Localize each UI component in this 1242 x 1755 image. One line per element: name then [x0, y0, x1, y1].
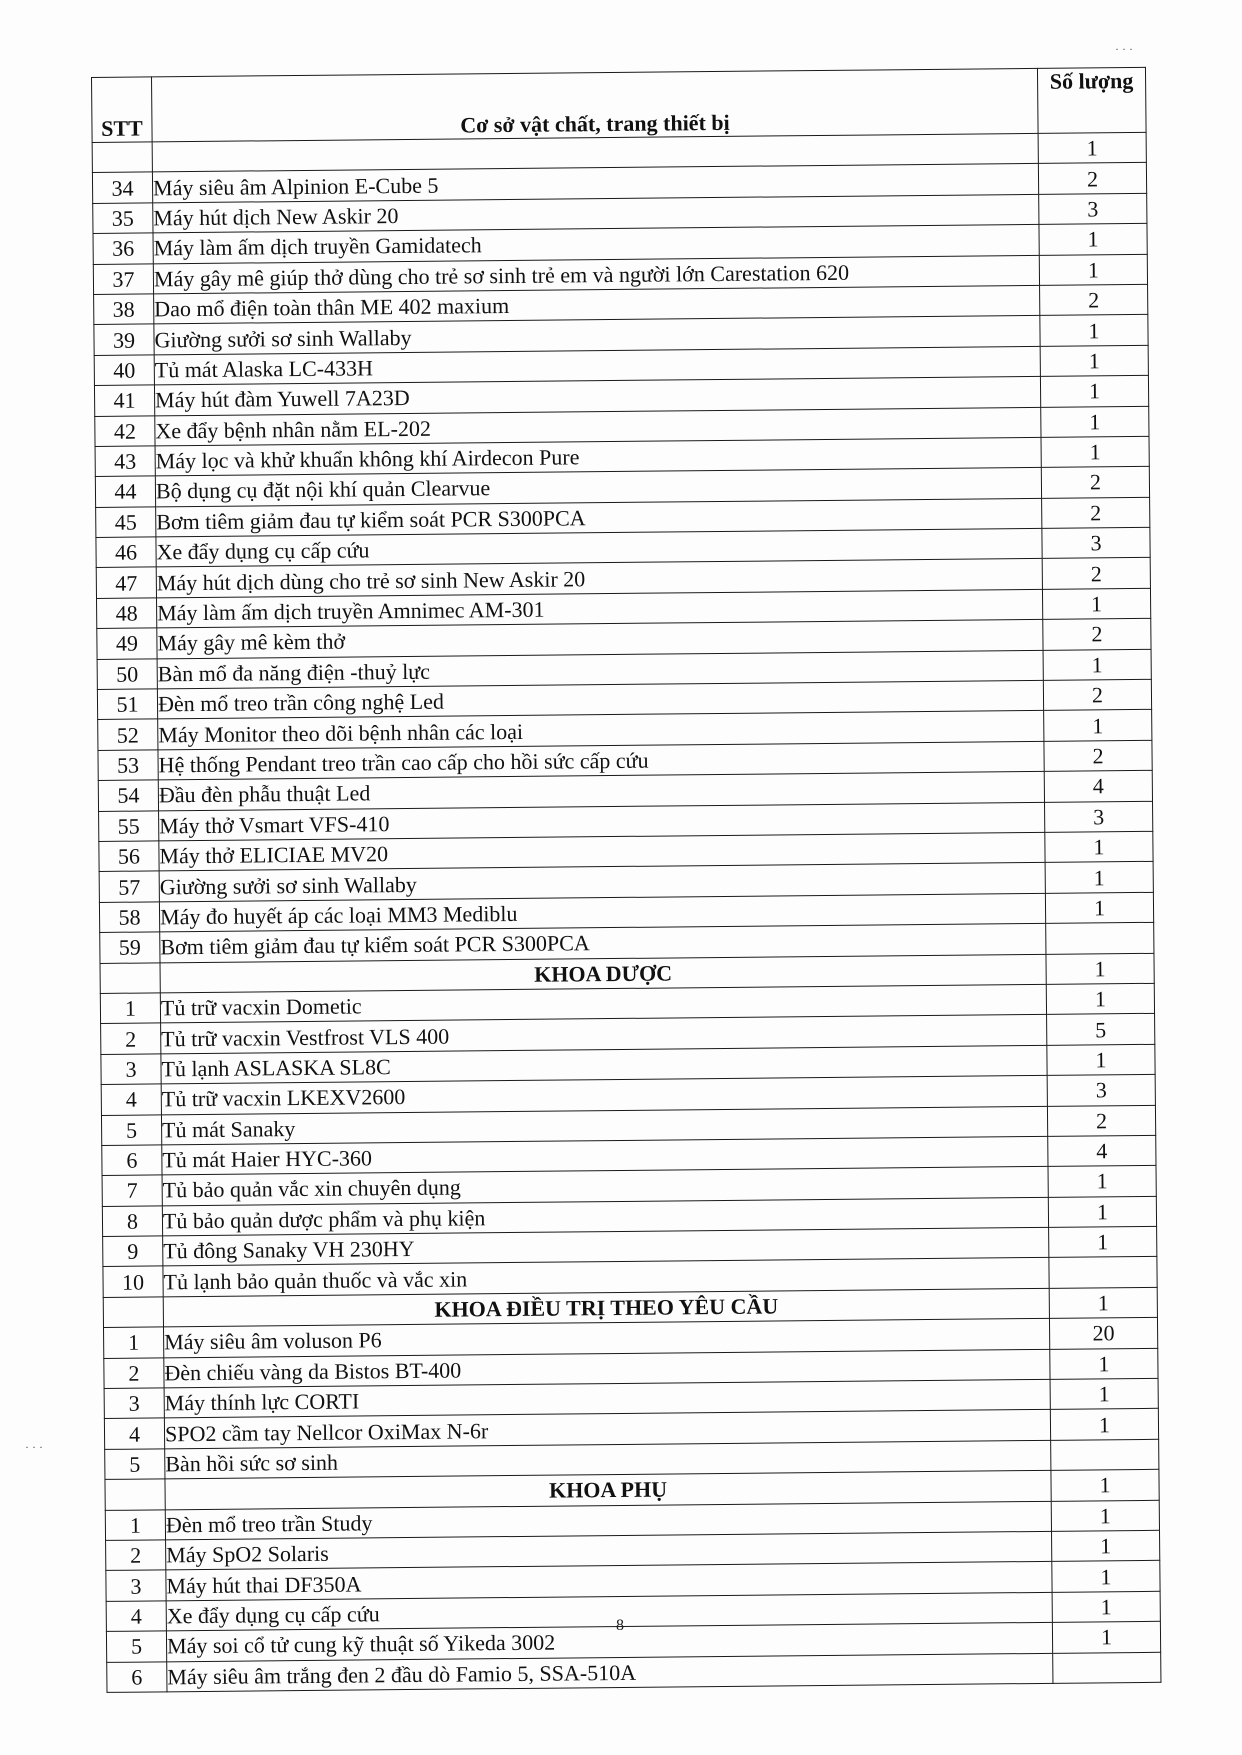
- row-item: Tủ mát Haier HYC-360: [162, 1136, 1048, 1175]
- row-item: Đầu đèn phẫu thuật Led: [158, 772, 1044, 811]
- row-stt: 49: [97, 628, 157, 659]
- row-qty: 1: [1041, 436, 1149, 467]
- row-stt: 2: [104, 1357, 164, 1388]
- row-stt: 45: [96, 507, 156, 538]
- row-qty: 1: [1040, 375, 1148, 406]
- row-qty: 1: [1052, 1530, 1160, 1561]
- row-stt: 1: [100, 993, 160, 1024]
- row-qty: 2: [1044, 740, 1152, 771]
- row-stt: 2: [106, 1540, 166, 1571]
- row-qty: 1: [1052, 1621, 1160, 1652]
- row-item: Máy siêu âm Alpinion E-Cube 5: [152, 164, 1038, 203]
- row-item: Tủ trữ vacxin LKEXV2600: [161, 1075, 1047, 1114]
- row-stt: 43: [95, 446, 155, 477]
- row-qty: 1: [1046, 983, 1154, 1014]
- scan-speck: · · ·: [1115, 42, 1133, 56]
- row-item: Máy hút dịch New Askir 20: [153, 194, 1039, 233]
- row-stt: 3: [101, 1054, 161, 1085]
- section-title: KHOA PHỤ: [165, 1471, 1051, 1510]
- row-qty: 4: [1044, 771, 1152, 802]
- row-stt: 5: [105, 1449, 165, 1480]
- row-item: Tủ trữ vacxin Dometic: [160, 984, 1046, 1023]
- row-item: Tủ lạnh bảo quản thuốc và vắc xin: [163, 1258, 1049, 1297]
- row-item: Máy lọc và khử khuẩn không khí Airdecon Pure: [155, 437, 1041, 476]
- row-qty: 1: [1045, 831, 1153, 862]
- row-qty: 4: [1048, 1135, 1156, 1166]
- row-item: Bơm tiêm giảm đau tự kiểm soát PCR S300PCA: [160, 924, 1046, 963]
- row-stt: 59: [100, 932, 160, 963]
- row-stt: 35: [93, 203, 153, 234]
- row-item: Máy thở Vsmart VFS-410: [159, 802, 1045, 841]
- row-stt: 54: [98, 780, 158, 811]
- header-qty: Số lượng: [1037, 67, 1146, 133]
- row-qty: 1: [1050, 1348, 1158, 1379]
- row-item: Máy làm ấm dịch truyền Gamidatech: [153, 225, 1039, 264]
- row-qty: 1: [1051, 1470, 1159, 1501]
- row-item: Tủ trữ vacxin Vestfrost VLS 400: [161, 1015, 1047, 1054]
- row-qty: 1: [1049, 1226, 1157, 1257]
- row-item: Máy siêu âm voluson P6: [164, 1319, 1050, 1358]
- row-item: Tủ bảo quản dược phẩm và phụ kiện: [162, 1197, 1048, 1236]
- row-stt: 10: [103, 1266, 163, 1297]
- row-qty: 2: [1042, 497, 1150, 528]
- row-qty: 1: [1052, 1561, 1160, 1592]
- row-qty: 1: [1039, 224, 1147, 255]
- row-item: Đèn mổ treo trần công nghệ Led: [157, 680, 1043, 719]
- row-item: Tủ mát Alaska LC-433H: [154, 346, 1040, 385]
- row-qty: 1: [1039, 254, 1147, 285]
- row-item: Đèn chiếu vàng da Bistos BT-400: [164, 1349, 1050, 1388]
- row-qty: 1: [1043, 649, 1151, 680]
- row-qty: 5: [1047, 1014, 1155, 1045]
- row-stt: 44: [95, 476, 155, 507]
- row-item: Xe đẩy dụng cụ cấp cứu: [156, 528, 1042, 567]
- row-item: Máy gây mê giúp thở dùng cho trẻ sơ sinh trẻ em và người lớn Carestation 620: [153, 255, 1039, 294]
- row-stt: 51: [97, 689, 157, 720]
- row-qty: 1: [1050, 1378, 1158, 1409]
- row-item: Máy thính lực CORTI: [164, 1379, 1050, 1418]
- row-stt: 2: [101, 1023, 161, 1054]
- row-qty: [1046, 922, 1154, 953]
- header-item: Cơ sở vật chất, trang thiết bị: [152, 68, 1039, 142]
- row-item: Máy SpO2 Solaris: [166, 1531, 1052, 1570]
- row-stt: [92, 142, 152, 173]
- row-stt: 34: [92, 172, 152, 203]
- row-item: Giường sưởi sơ sinh Wallaby: [159, 863, 1045, 902]
- row-qty: 2: [1042, 558, 1150, 589]
- row-item: Tủ bảo quản vắc xin chuyên dụng: [162, 1167, 1048, 1206]
- row-stt: 47: [96, 567, 156, 598]
- row-qty: 1: [1046, 953, 1154, 984]
- section-title: KHOA DƯỢC: [160, 954, 1046, 993]
- row-qty: 1: [1040, 315, 1148, 346]
- section-title: KHOA ĐIỀU TRỊ THEO YÊU CẦU: [163, 1288, 1049, 1327]
- row-stt: 4: [106, 1601, 166, 1632]
- row-stt: 6: [107, 1661, 167, 1692]
- equipment-table: [91, 67, 1161, 1693]
- table-header-row: [92, 67, 1147, 142]
- row-stt: 7: [102, 1175, 162, 1206]
- row-qty: 1: [1051, 1500, 1159, 1531]
- row-qty: 1: [1045, 892, 1153, 923]
- row-stt: 4: [104, 1418, 164, 1449]
- row-stt: 1: [105, 1509, 165, 1540]
- row-qty: 3: [1039, 193, 1147, 224]
- row-stt: 36: [93, 233, 153, 264]
- row-qty: 20: [1049, 1318, 1157, 1349]
- row-qty: [1049, 1257, 1157, 1288]
- row-item: Đèn mổ treo trần Study: [165, 1501, 1051, 1540]
- row-item: Máy hút dịch dùng cho trẻ sơ sinh New Askir 20: [156, 559, 1042, 598]
- row-stt: [105, 1479, 165, 1510]
- row-stt: 52: [98, 719, 158, 750]
- row-stt: 6: [102, 1145, 162, 1176]
- row-item: Máy soi cổ tử cung kỹ thuật số Yikeda 3002: [166, 1622, 1052, 1661]
- row-stt: 41: [94, 385, 154, 416]
- row-qty: 3: [1047, 1074, 1155, 1105]
- row-qty: 2: [1043, 619, 1151, 650]
- row-qty: 1: [1048, 1196, 1156, 1227]
- row-stt: 38: [94, 294, 154, 325]
- row-qty: 1: [1048, 1166, 1156, 1197]
- row-stt: 5: [101, 1114, 161, 1145]
- row-item: Máy đo huyết áp các loại MM3 Mediblu: [159, 893, 1045, 932]
- row-qty: 1: [1050, 1409, 1158, 1440]
- row-item: Máy Monitor theo dõi bệnh nhân các loại: [158, 711, 1044, 750]
- row-item: Xe đẩy bệnh nhân nằm EL-202: [155, 407, 1041, 446]
- row-stt: [100, 962, 160, 993]
- row-item: Hệ thống Pendant treo trần cao cấp cho hồi sức cấp cứu: [158, 741, 1044, 780]
- row-stt: 42: [95, 415, 155, 446]
- row-stt: [103, 1297, 163, 1328]
- row-item: SPO2 cầm tay Nellcor OxiMax N-6r: [164, 1410, 1050, 1449]
- row-item: Xe đẩy dụng cụ cấp cứu: [166, 1592, 1052, 1631]
- row-item: Tủ đông Sanaky VH 230HY: [163, 1227, 1049, 1266]
- row-stt: 58: [99, 902, 159, 933]
- row-item: Bàn mổ đa năng điện -thuỷ lực: [157, 650, 1043, 689]
- row-qty: 1: [1041, 406, 1149, 437]
- row-item: Máy gây mê kèm thở: [157, 620, 1043, 659]
- row-item: Giường sưởi sơ sinh Wallaby: [154, 316, 1040, 355]
- row-qty: 1: [1045, 862, 1153, 893]
- row-item: Máy thở ELICIAE MV20: [159, 832, 1045, 871]
- row-stt: 55: [99, 810, 159, 841]
- row-qty: 1: [1044, 710, 1152, 741]
- row-stt: 50: [97, 659, 157, 690]
- table-body: [92, 132, 1161, 1692]
- row-qty: 1: [1049, 1287, 1157, 1318]
- row-qty: 3: [1042, 527, 1150, 558]
- row-item: Máy hút đàm Yuwell 7A23D: [154, 377, 1040, 416]
- row-stt: 4: [101, 1084, 161, 1115]
- row-stt: 56: [99, 841, 159, 872]
- row-stt: 53: [98, 750, 158, 781]
- row-stt: 39: [94, 324, 154, 355]
- row-stt: 8: [102, 1206, 162, 1237]
- row-qty: 1: [1038, 132, 1146, 163]
- row-item: Máy siêu âm trắng đen 2 đầu dò Famio 5, SSA-510A: [167, 1653, 1053, 1692]
- row-qty: 2: [1047, 1105, 1155, 1136]
- row-qty: 2: [1041, 467, 1149, 498]
- row-qty: 2: [1040, 284, 1148, 315]
- row-stt: 3: [106, 1570, 166, 1601]
- page-number: 8: [616, 1617, 624, 1634]
- row-stt: 3: [104, 1388, 164, 1419]
- row-stt: 40: [94, 355, 154, 386]
- row-stt: 48: [97, 598, 157, 629]
- row-qty: [1053, 1652, 1161, 1683]
- row-item: Bộ dụng cụ đặt nội khí quản Clearvue: [155, 468, 1041, 507]
- row-qty: [1051, 1439, 1159, 1470]
- row-stt: 1: [104, 1327, 164, 1358]
- row-item: Máy làm ấm dịch truyền Amnimec AM-301: [157, 589, 1043, 628]
- row-qty: 1: [1042, 588, 1150, 619]
- row-item: Máy hút thai DF350A: [166, 1562, 1052, 1601]
- row-qty: 3: [1045, 801, 1153, 832]
- row-qty: 1: [1052, 1591, 1160, 1622]
- row-qty: 1: [1047, 1044, 1155, 1075]
- row-qty: 2: [1038, 163, 1146, 194]
- row-qty: 1: [1040, 345, 1148, 376]
- row-item: Bàn hồi sức sơ sinh: [165, 1440, 1051, 1479]
- header-stt: STT: [92, 77, 153, 143]
- row-item: Tủ lạnh ASLASKA SL8C: [161, 1045, 1047, 1084]
- row-stt: 57: [99, 871, 159, 902]
- row-stt: 46: [96, 537, 156, 568]
- row-item: Dao mổ điện toàn thân ME 402 maxium: [154, 285, 1040, 324]
- row-stt: 37: [93, 263, 153, 294]
- row-stt: 9: [103, 1236, 163, 1267]
- row-qty: 2: [1043, 679, 1151, 710]
- row-item: Tủ mát Sanaky: [161, 1106, 1047, 1145]
- row-stt: 5: [106, 1631, 166, 1662]
- row-item: Bơm tiêm giảm đau tự kiểm soát PCR S300PCA: [156, 498, 1042, 537]
- scan-speck: · · ·: [25, 1440, 43, 1454]
